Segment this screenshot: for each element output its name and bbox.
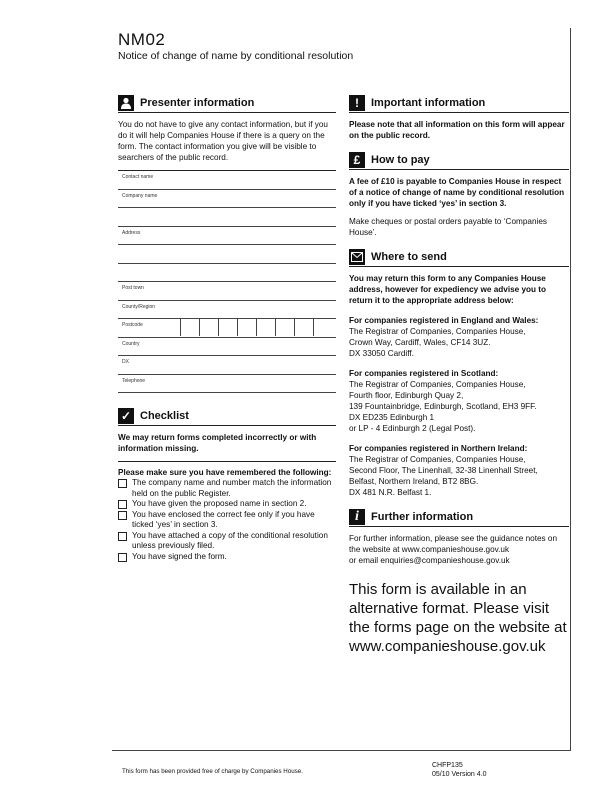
checklist-items [118, 478, 336, 562]
presenter-body: You do not have to give any contact information, but if you do it will help Companies House if there is a query on the form. The contact information you give will be visible to searchers of the public record. [118, 120, 328, 162]
telephone-field[interactable]: Telephone [118, 375, 336, 394]
checkmark-icon: ✓ [118, 408, 134, 424]
address-field-2[interactable] [118, 245, 336, 264]
checklist-header [118, 407, 336, 426]
info-icon: i [349, 509, 365, 525]
footer-code: CHFP135 [432, 762, 463, 769]
checklist-title: Checklist [140, 410, 189, 422]
presenter-fields [118, 170, 336, 393]
footer-note: This form has been provided free of charge by Companies House. [122, 768, 303, 775]
further-title: Further information [371, 511, 474, 523]
address-northern-ireland: For companies registered in Northern Ireland: The Registrar of Companies, Companies House, Second Floor, The Linenhall, 32-38 Linenhall Street, Belfast, Northern Ireland, BT2 8BG. DX 481 N.R. Belfast 1. [349, 444, 538, 497]
further-header [349, 508, 569, 527]
presenter-header [118, 94, 336, 113]
county-region-field[interactable]: County/Region [118, 301, 336, 320]
checklist-item[interactable]: You have enclosed the correct fee only if you have ticked ‘yes’ in section 3. [118, 510, 336, 531]
fee-text: A fee of £10 is payable to Companies House in respect of a notice of change of name by conditional resolution only if you have ticked ‘yes’ in section 3. [349, 177, 565, 208]
post-town-field[interactable]: Post town [118, 282, 336, 301]
checkbox[interactable] [118, 500, 127, 509]
address-field[interactable]: Address [118, 227, 336, 246]
checklist-item[interactable]: You have given the proposed name in section 2. [118, 499, 336, 510]
exclamation-icon: ! [349, 95, 365, 111]
presenter-title: Presenter information [140, 97, 255, 109]
checkbox[interactable] [118, 553, 127, 562]
person-icon [118, 95, 134, 111]
checkbox[interactable] [118, 532, 127, 541]
company-name-field[interactable]: Company name [118, 190, 336, 209]
country-field[interactable]: Country [118, 338, 336, 357]
bottom-border-line [112, 750, 571, 751]
right-border-line [570, 28, 571, 750]
footer-version-text: 05/10 Version 4.0 [432, 771, 487, 778]
important-body: Please note that all information on this form will appear on the public record. [349, 120, 565, 140]
further-body: For further information, please see the guidance notes on the website at www.companieshouse.gov.uk [349, 534, 557, 554]
checklist-item[interactable]: You have attached a copy of the conditional resolution unless previously filed. [118, 531, 336, 552]
form-code: NM02 [118, 30, 166, 49]
address-field-3[interactable] [118, 264, 336, 283]
postcode-field[interactable]: Postcode [118, 319, 336, 338]
further-email: or email enquiries@companieshouse.gov.uk [349, 556, 510, 565]
cheques-text: Make cheques or postal orders payable to ‘Companies House’. [349, 217, 547, 237]
checklist-intro: Please make sure you have remembered the following: [118, 468, 332, 477]
right-column [349, 94, 569, 656]
howtopay-header [349, 151, 569, 170]
alternative-format-notice: This form is available in an alternative format. Please visit the forms page on the website at www.companieshouse.gov.uk [349, 581, 567, 655]
dx-field[interactable]: DX [118, 356, 336, 375]
left-column [118, 94, 336, 562]
important-title: Important information [371, 97, 486, 109]
form-title: Notice of change of name by conditional resolution [118, 50, 354, 62]
postcode-boxes [180, 319, 332, 336]
contact-name-field[interactable]: Contact name [118, 171, 336, 190]
checklist-item[interactable]: You have signed the form. [118, 552, 336, 563]
checklist-item[interactable]: The company name and number match the information held on the public Register. [118, 478, 336, 499]
wheretosend-intro: You may return this form to any Companies House address, however for expediency we advise you to return it to the appropriate address below: [349, 274, 547, 305]
important-header [349, 94, 569, 113]
pound-icon: £ [349, 152, 365, 168]
footer-version [432, 761, 487, 779]
company-name-field-2[interactable] [118, 208, 336, 227]
address-scotland: For companies registered in Scotland: The Registrar of Companies, Companies House, Fourth floor, Edinburgh Quay 2, 139 Fountainbridge, Edinburgh, Scotland, EH3 9FF. DX ED235 Edinburgh 1 or LP - 4 Edinburgh 2 (Legal Post). [349, 369, 537, 433]
wheretosend-header [349, 248, 569, 267]
wheretosend-title: Where to send [371, 251, 447, 263]
address-england: For companies registered in England and Wales: The Registrar of Companies, Companies House, Crown Way, Cardiff, Wales, CF14 3UZ. DX 33050 Cardiff. [349, 316, 539, 358]
envelope-icon [349, 249, 365, 265]
howtopay-title: How to pay [371, 154, 430, 166]
checkbox[interactable] [118, 479, 127, 488]
checkbox[interactable] [118, 511, 127, 520]
checklist-warning: We may return forms completed incorrectly or with information missing. [118, 433, 317, 453]
